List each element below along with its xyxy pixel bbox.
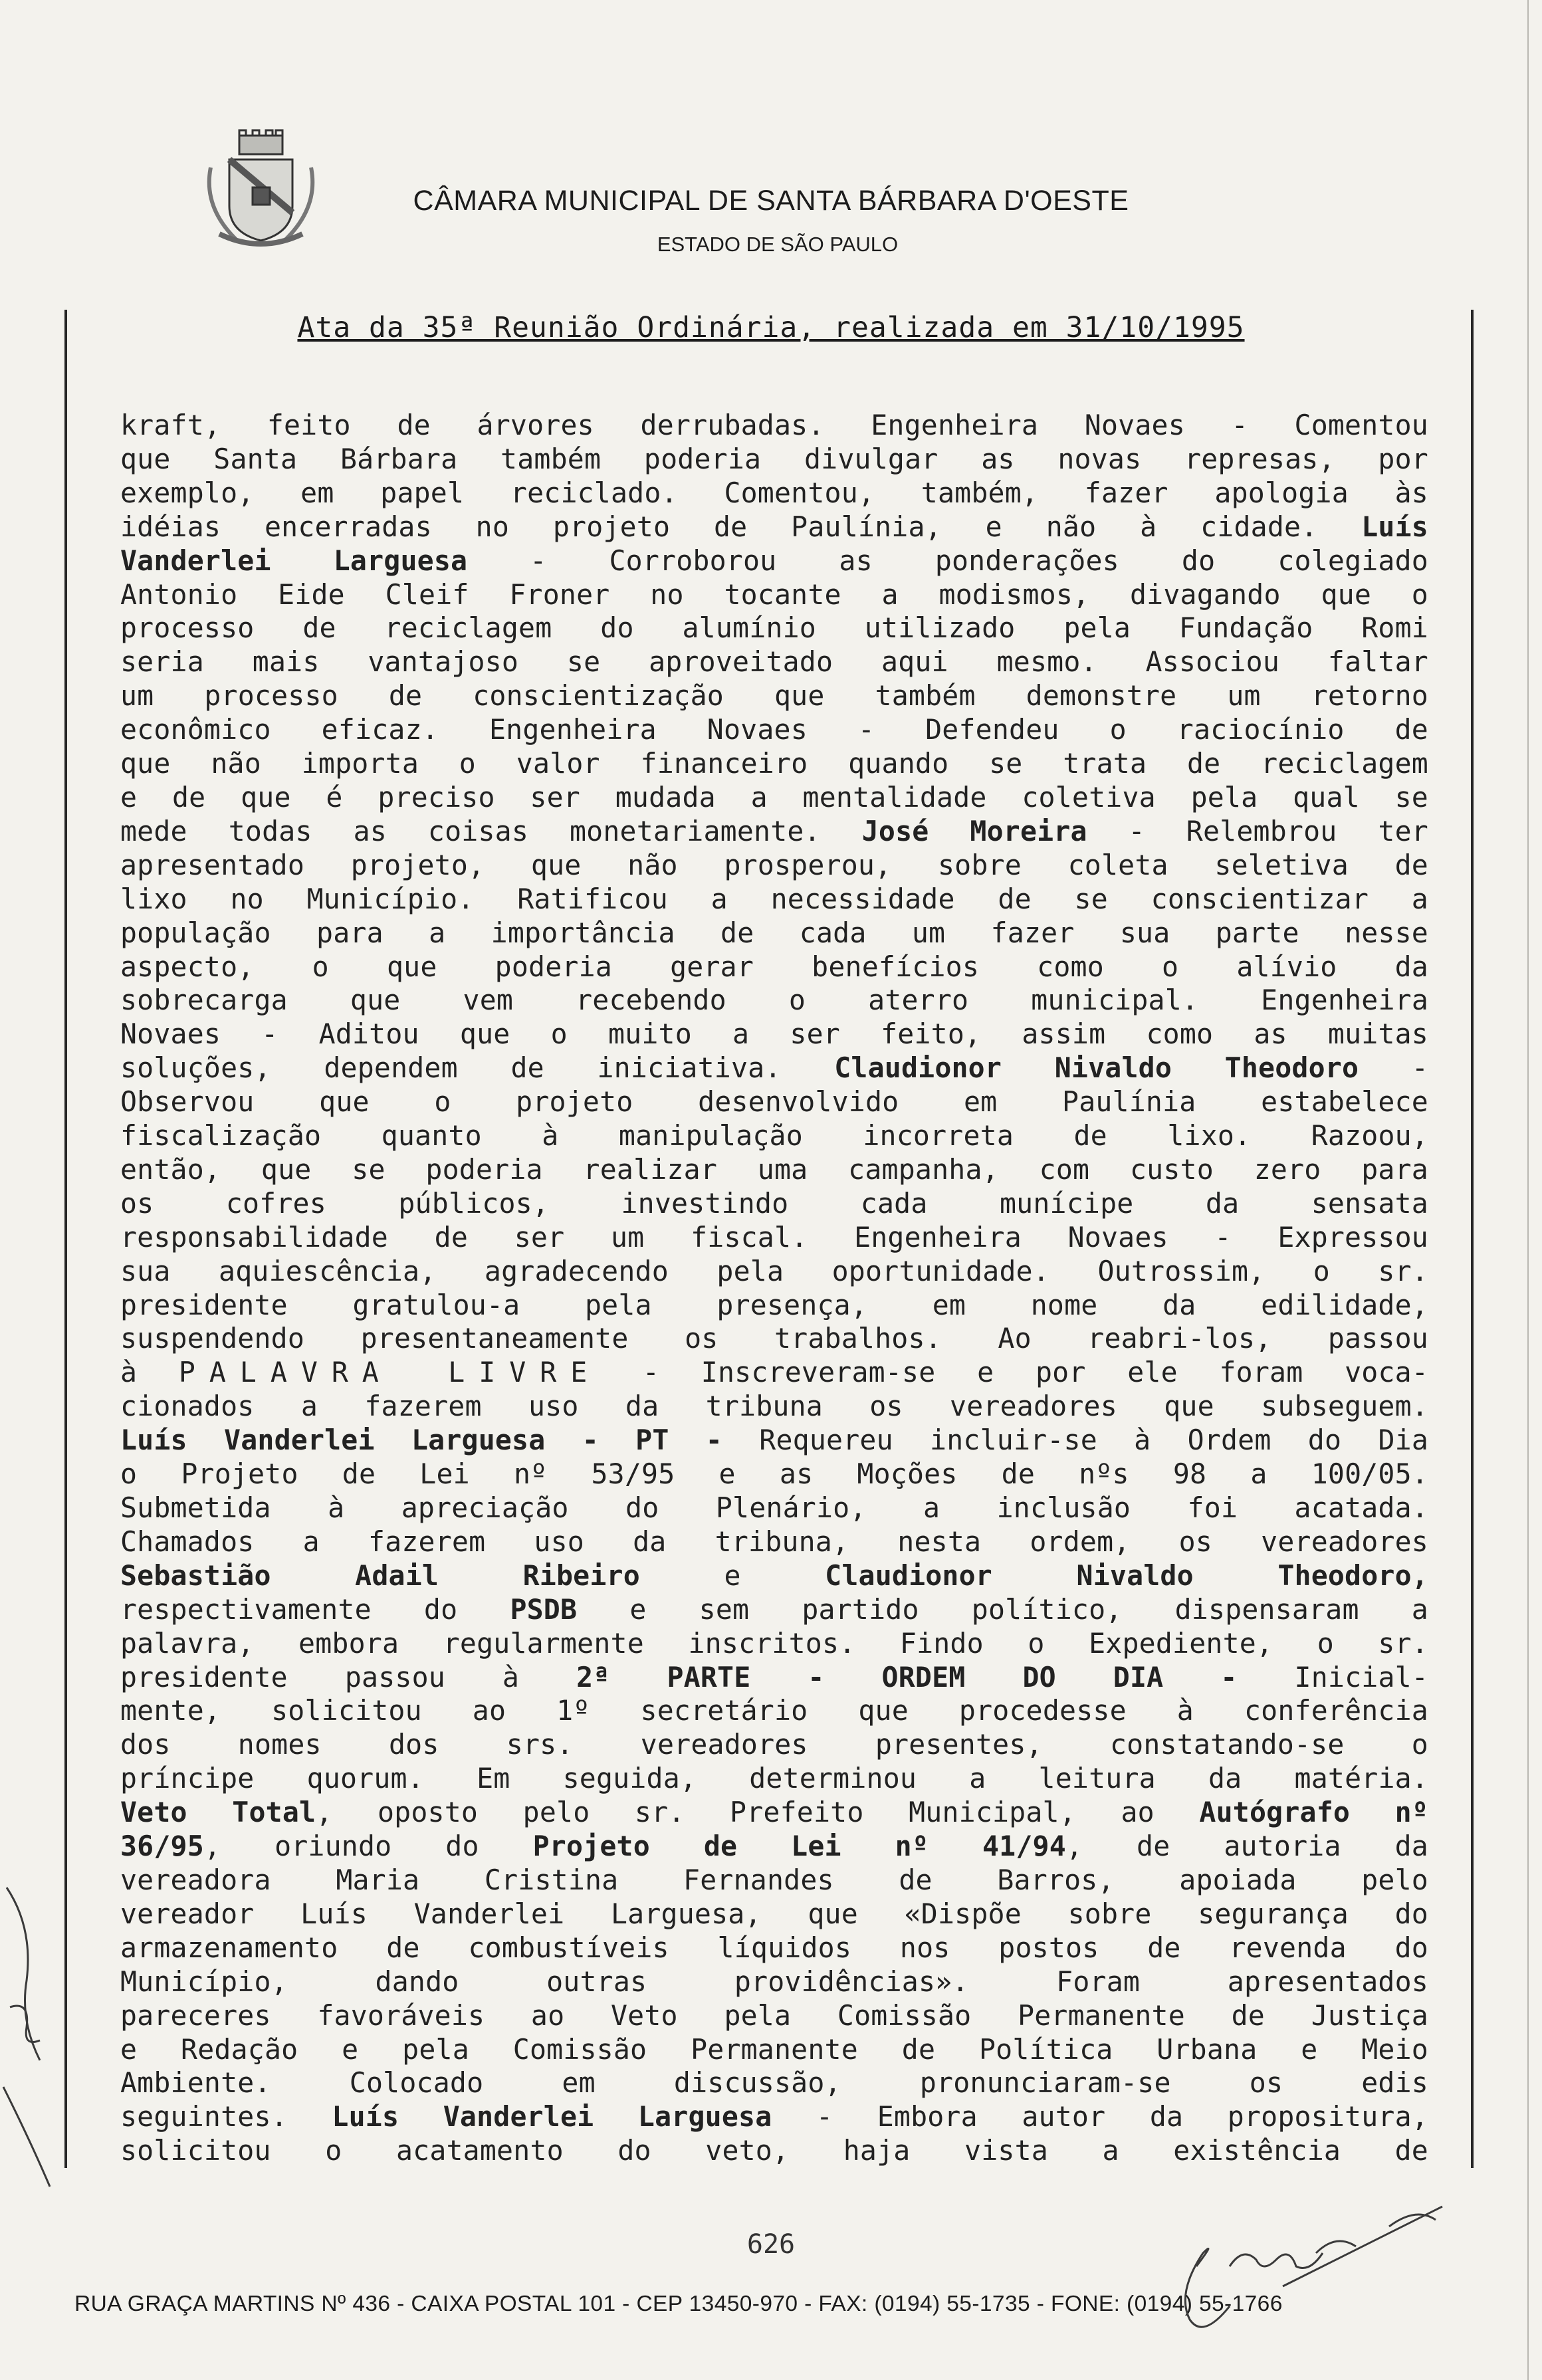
document-title: Ata da 35ª Reunião Ordinária, realizada em 31/10/1995 xyxy=(297,311,1245,344)
text-line xyxy=(120,1999,1428,2033)
text-segment: processo de reciclagem do alumínio utilizado pela Fundação Romi xyxy=(120,611,1428,645)
bold-name-segment: 2ª PARTE - ORDEM DO DIA - xyxy=(576,1660,1238,1693)
text-line xyxy=(120,1153,1428,1187)
text-segment: lixo no Município. Ratificou a necessidade de se conscientizar a xyxy=(120,882,1428,915)
text-line xyxy=(120,1255,1428,1289)
text-line xyxy=(120,2100,1428,2134)
text-line xyxy=(120,1322,1428,1356)
text-line xyxy=(120,1491,1428,1525)
text-line xyxy=(120,611,1428,645)
text-segment: e sem partido político, dispensaram a xyxy=(577,1592,1428,1626)
text-line xyxy=(120,1390,1428,1424)
text-line xyxy=(120,1897,1428,1931)
text-segment: fiscalização quanto à manipulação incorreta de lixo. Razoou, xyxy=(120,1119,1428,1152)
text-segment: idéias encerradas no projeto de Paulínia, e não à cidade. xyxy=(120,510,1362,543)
text-segment: econômico eficaz. Engenheira Novaes - Defendeu o raciocínio de xyxy=(120,713,1428,746)
text-line xyxy=(120,544,1428,578)
text-segment: seguintes. xyxy=(120,2100,332,2133)
text-line xyxy=(120,1965,1428,1999)
text-segment: - xyxy=(1359,1051,1429,1085)
bold-name-segment: 36/95 xyxy=(120,1830,204,1863)
text-segment: soluções, dependem de iniciativa. xyxy=(120,1051,835,1085)
text-segment: Submetida à apreciação do Plenário, a inclusão foi acatada. xyxy=(120,1491,1428,1524)
text-segment: um processo de conscientização que também demonstre um retorno xyxy=(120,679,1428,712)
bold-name-segment: Vanderlei Larguesa xyxy=(120,544,468,577)
text-line xyxy=(120,1018,1428,1051)
text-line xyxy=(120,1559,1428,1593)
minutes-body-text xyxy=(120,409,1428,2168)
text-line xyxy=(120,1458,1428,1491)
text-line xyxy=(120,1424,1428,1458)
bold-name-segment: Autógrafo nº xyxy=(1199,1796,1428,1829)
text-segment: Chamados a fazerem uso da tribuna, nesta ordem, os vereadores xyxy=(120,1525,1428,1558)
text-line xyxy=(120,1085,1428,1119)
text-line xyxy=(120,950,1428,984)
text-segment: Inicial- xyxy=(1237,1660,1428,1693)
text-line xyxy=(120,409,1428,443)
text-segment: e xyxy=(639,1559,826,1592)
margin-signature-icon xyxy=(0,1874,60,2193)
text-segment: , de autoria da xyxy=(1065,1830,1428,1863)
text-segment: palavra, embora regularmente inscritos. Findo o Expediente, o sr. xyxy=(120,1626,1428,1660)
text-line xyxy=(120,510,1428,544)
bold-name-segment: Claudionor Nivaldo Theodoro xyxy=(834,1051,1359,1085)
text-line xyxy=(120,781,1428,815)
text-line xyxy=(120,1864,1428,1897)
text-line xyxy=(120,849,1428,883)
text-line xyxy=(120,747,1428,781)
text-segment: apresentado projeto, que não prosperou, sobre coleta seletiva de xyxy=(120,848,1428,881)
text-segment: PALAVRA LIVRE xyxy=(178,1356,602,1389)
text-line xyxy=(120,815,1428,849)
text-segment: kraft, feito de árvores derrubadas. Engenheira Novaes - Comentou xyxy=(120,409,1428,441)
text-segment: armazenamento de combustíveis líquidos nos postos de revenda do xyxy=(120,1931,1428,1964)
text-segment: Requereu incluir-se à Ordem do Dia xyxy=(722,1424,1428,1457)
text-segment: que Santa Bárbara também poderia divulgar as novas represas, por xyxy=(120,442,1428,475)
text-segment: pareceres favoráveis ao Veto pela Comissão Permanente de Justiça xyxy=(120,1999,1428,2032)
text-line xyxy=(120,1051,1428,1085)
text-line xyxy=(120,1221,1428,1255)
bold-name-segment: PSDB xyxy=(510,1592,578,1626)
text-segment: mede todas as coisas monetariamente. xyxy=(120,814,862,847)
text-segment: - Embora autor da propositura, xyxy=(772,2100,1428,2133)
bold-name-segment: José Moreira xyxy=(861,814,1087,847)
text-line xyxy=(120,984,1428,1018)
text-line xyxy=(120,1627,1428,1661)
text-line xyxy=(120,917,1428,950)
text-line xyxy=(120,1694,1428,1728)
text-segment: presidente gratulou-a pela presença, em nome da edilidade, xyxy=(120,1288,1428,1321)
text-segment: então, que se poderia realizar uma campanha, com custo zero para xyxy=(120,1152,1428,1186)
text-line xyxy=(120,1525,1428,1559)
text-segment: Observou que o projeto desenvolvido em Paulínia estabelece xyxy=(120,1085,1428,1119)
footer-address: RUA GRAÇA MARTINS Nº 436 - CAIXA POSTAL 101 - CEP 13450-970 - FAX: (0194) 55-1735 - FONE: (0194) 55-1766 xyxy=(74,2292,1283,2316)
text-line xyxy=(120,1187,1428,1221)
state-name: ESTADO DE SÃO PAULO xyxy=(657,233,899,256)
text-segment: dos nomes dos srs. vereadores presentes, constatando-se o xyxy=(120,1728,1428,1761)
text-segment: respectivamente do xyxy=(120,1592,510,1626)
text-segment: vereadora Maria Cristina Fernandes de Barros, apoiada pelo xyxy=(120,1863,1428,1896)
text-line xyxy=(120,679,1428,713)
text-segment: príncipe quorum. Em seguida, determinou a leitura da matéria. xyxy=(120,1762,1428,1795)
text-segment: mente, solicitou ao 1º secretário que procedesse à conferência xyxy=(120,1694,1428,1727)
text-line xyxy=(120,443,1428,477)
text-segment: Município, dando outras providências». Foram apresentados xyxy=(120,1965,1428,1998)
text-segment: sua aquiescência, agradecendo pela oportunidade. Outrossim, o sr. xyxy=(120,1254,1428,1287)
left-margin-rule xyxy=(64,310,67,2168)
text-segment: os cofres públicos, investindo cada munícipe da sensata xyxy=(120,1186,1428,1220)
bold-name-segment: Veto Total xyxy=(120,1796,316,1829)
text-line xyxy=(120,1356,1428,1390)
text-line xyxy=(120,1593,1428,1627)
text-line xyxy=(120,645,1428,679)
text-segment: aspecto, o que poderia gerar benefícios como o alívio da xyxy=(120,950,1428,983)
text-segment: - Inscreveram-se e por ele foram voca- xyxy=(601,1356,1428,1389)
text-line xyxy=(120,1830,1428,1864)
text-line xyxy=(120,2066,1428,2100)
text-line xyxy=(120,1796,1428,1830)
text-segment: sobrecarga que vem recebendo o aterro municipal. Engenheira xyxy=(120,984,1428,1017)
text-segment: presidente passou à xyxy=(120,1660,577,1693)
text-segment: o Projeto de Lei nº 53/95 e as Moções de nºs 98 a 100/05. xyxy=(120,1458,1428,1491)
text-segment: cionados a fazerem uso da tribuna os vereadores que subseguem. xyxy=(120,1390,1428,1423)
text-segment: Antonio Eide Cleif Froner no tocante a modismos, divagando que o xyxy=(120,578,1428,611)
text-segment: , oposto pelo sr. Prefeito Municipal, ao xyxy=(316,1796,1200,1829)
page-edge xyxy=(1527,0,1529,2380)
page-number: 626 xyxy=(746,2229,796,2260)
text-line xyxy=(120,578,1428,612)
text-line xyxy=(120,1119,1428,1153)
text-segment: à xyxy=(120,1356,179,1389)
text-line xyxy=(120,1289,1428,1323)
right-margin-rule xyxy=(1471,310,1474,2168)
text-segment: e Redação e pela Comissão Permanente de Política Urbana e Meio xyxy=(120,2032,1428,2066)
text-segment: que não importa o valor financeiro quando se trata de reciclagem xyxy=(120,747,1428,780)
text-line xyxy=(120,477,1428,510)
text-segment: - Corroborou as ponderações do colegiado xyxy=(467,544,1428,577)
text-line xyxy=(120,1661,1428,1695)
institution-name: CÂMARA MUNICIPAL DE SANTA BÁRBARA D'OESTE xyxy=(413,185,1129,217)
text-segment: Novaes - Aditou que o muito a ser feito, assim como as muitas xyxy=(120,1018,1428,1051)
text-segment: suspendendo presentaneamente os trabalhos. Ao reabri-los, passou xyxy=(120,1322,1428,1355)
bold-name-segment: Luís Vanderlei Larguesa - PT - xyxy=(120,1424,722,1457)
text-segment: Ambiente. Colocado em discussão, pronunciaram-se os edis xyxy=(120,2066,1428,2100)
bold-name-segment: Sebastião Adail Ribeiro xyxy=(120,1559,640,1592)
text-segment: exemplo, em papel reciclado. Comentou, também, fazer apologia às xyxy=(120,476,1428,509)
text-segment: população para a importância de cada um fazer sua parte nesse xyxy=(120,916,1428,949)
text-segment: responsabilidade de ser um fiscal. Engenheira Novaes - Expressou xyxy=(120,1220,1428,1253)
text-line xyxy=(120,1762,1428,1796)
text-segment: seria mais vantajoso se aproveitado aqui mesmo. Associou faltar xyxy=(120,645,1428,679)
text-line xyxy=(120,713,1428,747)
bold-name-segment: Projeto de Lei nº 41/94 xyxy=(532,1830,1066,1863)
bold-name-segment: Claudionor Nivaldo Theodoro, xyxy=(825,1559,1428,1592)
text-line xyxy=(120,1728,1428,1762)
text-line xyxy=(120,883,1428,917)
text-segment: e de que é preciso ser mudada a mentalidade coletiva pela qual se xyxy=(120,780,1428,813)
text-segment: solicitou o acatamento do veto, haja vista a existência de xyxy=(120,2134,1428,2167)
signature-initials-icon xyxy=(1123,2153,1495,2353)
text-line xyxy=(120,2033,1428,2067)
bold-name-segment: Luís Vanderlei Larguesa xyxy=(332,2100,772,2133)
text-line xyxy=(120,1931,1428,1965)
text-segment: - Relembrou ter xyxy=(1087,814,1428,847)
text-segment: vereador Luís Vanderlei Larguesa, que «Dispõe sobre segurança do xyxy=(120,1897,1428,1930)
bold-name-segment: Luís xyxy=(1361,510,1428,543)
text-segment: , oriundo do xyxy=(203,1830,533,1863)
